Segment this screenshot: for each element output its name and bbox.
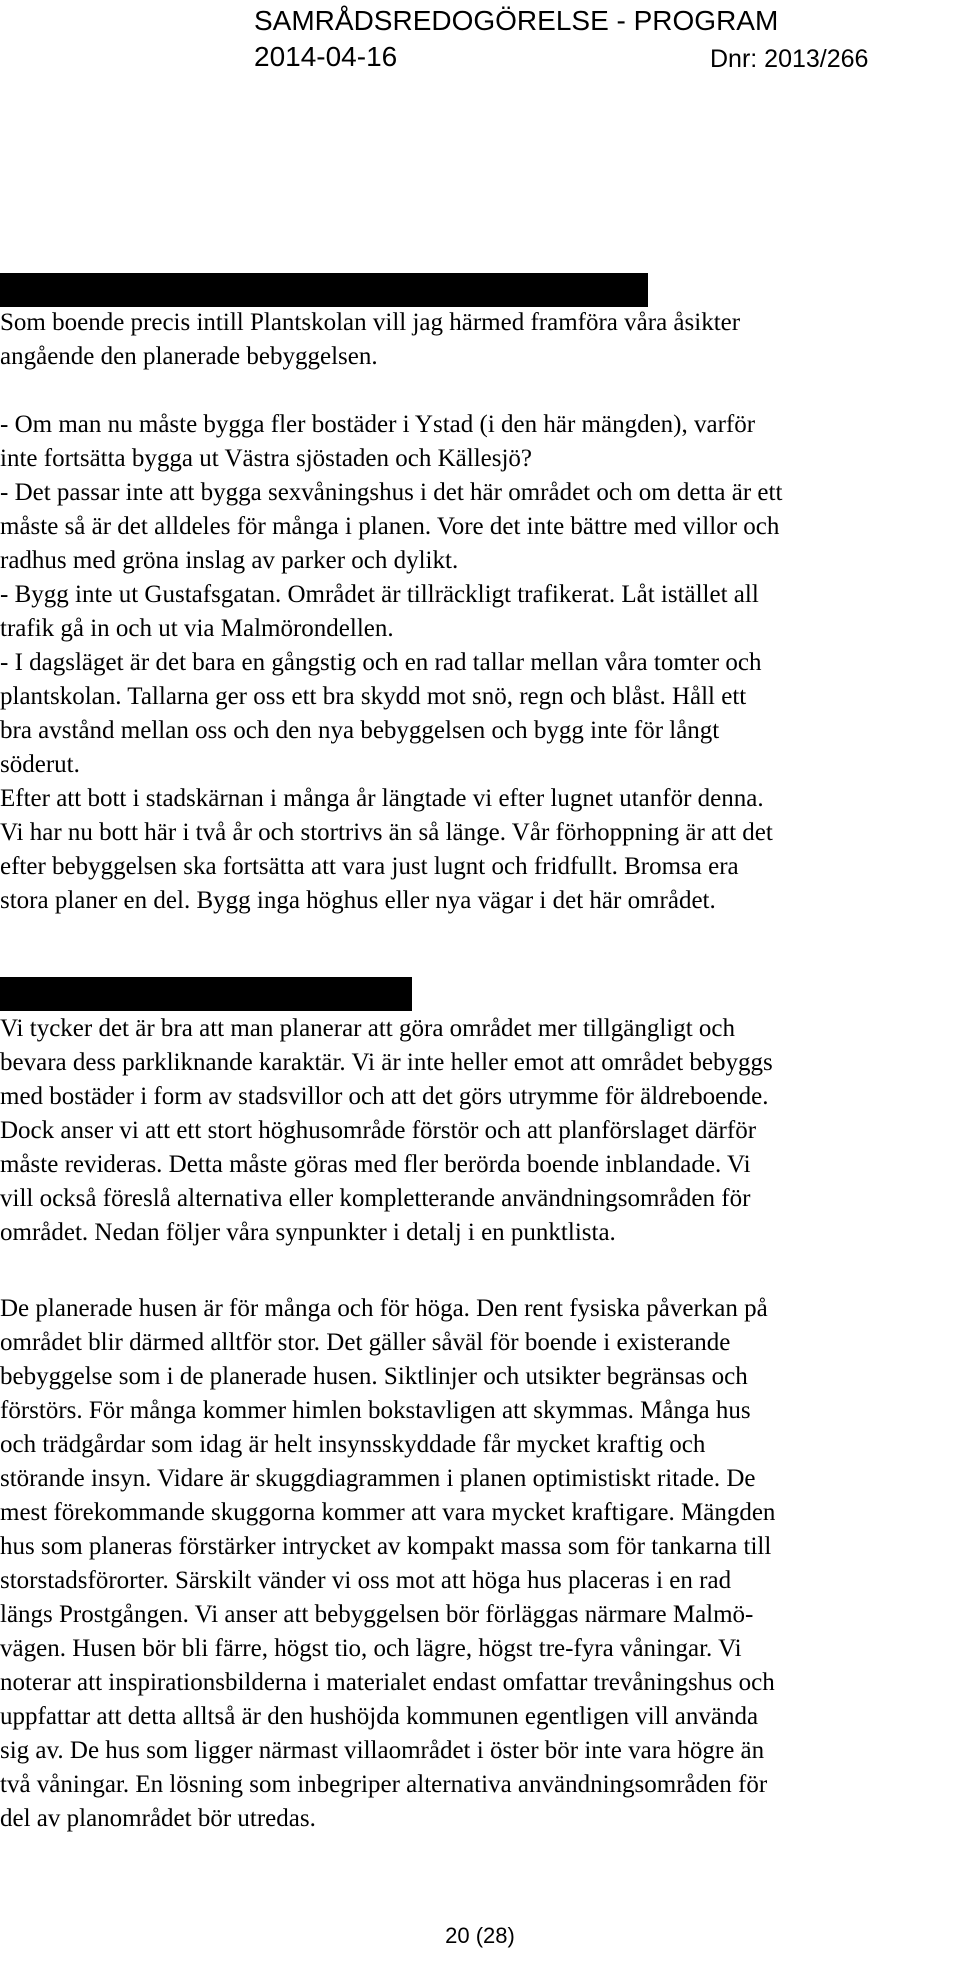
paragraph: De planerade husen är för många och för höga. Den rent fysiska påverkan på området blir därmed alltför stor. Det gäller såväl för boende i existerande bebyggelse som i de planerade husen. Siktlinjer och utsikter begränsas och förstörs. För många kommer himlen bokstavligen att skymmas. Många hus och trädgårdar som idag är helt insynsskyddade får mycket kraftig och störande insyn. Vidare är skuggdiagrammen i planen optimistiskt ritade. De mest förekommande skuggorna kommer att vara mycket kraftigare. Mängden hus som planeras förstärker intrycket av kompakt massa som för tankarna till storstadsförorter. Särskilt vänder vi oss mot att höga hus placeras i en rad längs Prostgången. Vi anser att bebyggelsen bör förläggas närmare Malmö- vägen. Husen bör bli färre, högst tio, och lägre, högst tre-fyra våningar. Vi noterar att inspirationsbilderna i materialet endast omfattar trevåningshus och uppfattar att detta alltså är den hushöjda kommunen egentligen vill använda sig av. De hus som ligger närmast villaområdet i öster bör inte vara högre än två våningar. En lösning som inbegriper alternativa användningsområden för del av planområdet bör utredas.	[0, 1295, 776, 1832]
paragraph	[0, 374, 958, 408]
page-number: 20 (28)	[445, 1923, 515, 1948]
paragraph: - Bygg inte ut Gustafsgatan. Området är tillräckligt trafikerat. Låt istället all trafik gå in och ut via Malmörondellen.	[0, 581, 759, 642]
paragraph: - Om man nu måste bygga fler bostäder i Ystad (i den här mängden), varför inte fortsätta bygga ut Västra sjöstaden och Källesjö?	[0, 411, 756, 472]
redacted-name-bar	[0, 977, 412, 1011]
paragraph: Vi tycker det är bra att man planerar att göra området mer tillgängligt och bevara dess parkliknande karaktär. Vi är inte heller emot att området bebyggs med bostäder i form av stadsvillor och att det görs utrymme för äldreboende. Dock anser vi att ett stort höghusområde förstör och att planförslaget därför måste revideras. Detta måste göras med fler berörda boende inblandade. Vi vill också föreslå alternativa eller kompletterande användningsområden för området. Nedan följer våra synpunkter i detalj i en punktlista.	[0, 1015, 773, 1246]
document-date: 2014-04-16	[254, 41, 398, 72]
paragraph: - I dagsläget är det bara en gångstig och en rad tallar mellan våra tomter och plantskolan. Tallarna ger oss ett bra skydd mot snö, regn och blåst. Håll ett bra avstånd mellan oss och den nya bebyggelsen och bygg inte för långt söderut.	[0, 649, 762, 778]
submission-2-body	[0, 1292, 958, 1836]
redacted-name-bar	[0, 273, 648, 307]
paragraph: - Det passar inte att bygga sexvåningshus i det här området och om detta är ett måste så är det alldeles för många i planen. Vore det inte bättre med villor och radhus med gröna inslag av parker och dylikt.	[0, 479, 783, 574]
document-reference-number: Dnr: 2013/266	[710, 45, 869, 73]
paragraph: Som boende precis intill Plantskolan vill jag härmed framföra våra åsikter angående den planerade bebyggelsen.	[0, 309, 741, 370]
paragraph: Efter att bott i stadskärnan i många år längtade vi efter lugnet utanför denna. Vi har nu bott här i två år och stortrivs än så länge. Vår förhoppning är att det efter bebyggelsen ska fortsätta att vara just lugnt och fridfullt. Bromsa era stora planer en del. Bygg inga höghus eller nya vägar i det här området.	[0, 785, 773, 914]
document-title: SAMRÅDSREDOGÖRELSE - PROGRAM	[254, 5, 779, 36]
submission-2-intro	[0, 1012, 958, 1250]
submission-1-body	[0, 306, 958, 918]
